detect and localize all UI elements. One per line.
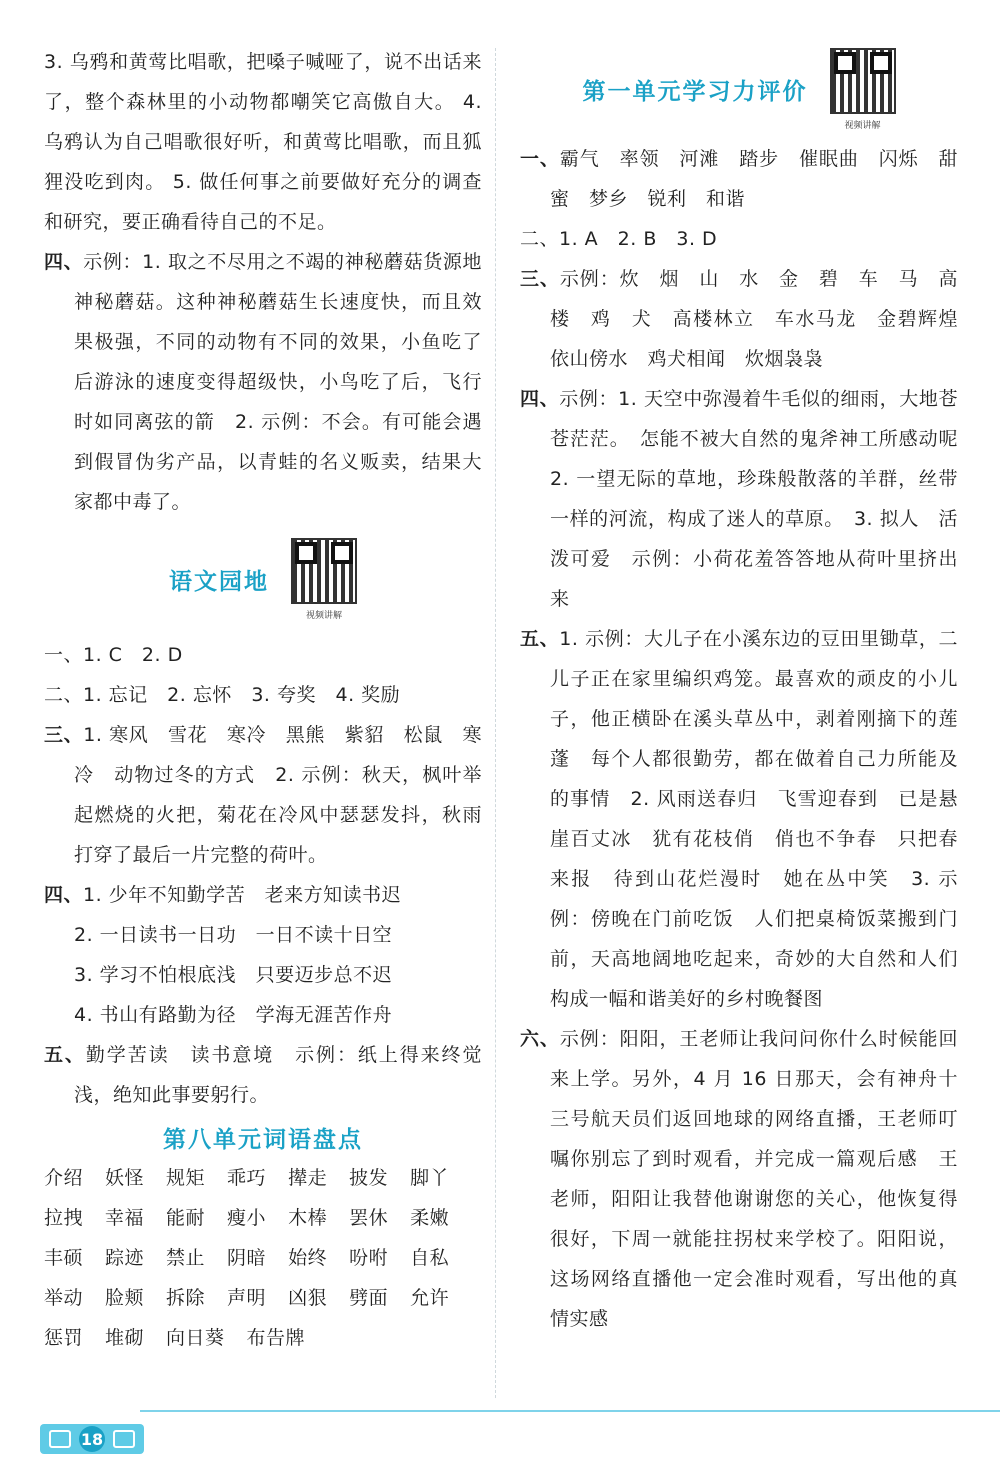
vocab-word: 吩咐 bbox=[349, 1247, 389, 1269]
garden-answer-1: 一、1. C 2. D bbox=[44, 644, 183, 666]
vocab-word: 木棒 bbox=[288, 1207, 328, 1229]
vocab-word: 披发 bbox=[349, 1167, 389, 1189]
poem-line: 3. 学习不怕根底浅 只要迈步总不迟 bbox=[74, 964, 393, 986]
vocab-word: 乖巧 bbox=[227, 1167, 267, 1189]
vocab-word: 幸福 bbox=[105, 1207, 145, 1229]
vocab-heading bbox=[44, 1121, 482, 1154]
section-label: 一、 bbox=[520, 148, 560, 170]
section-text: 霸气 率领 河滩 踏步 催眠曲 闪烁 甜蜜 梦乡 锐利 和谐 bbox=[550, 148, 958, 210]
unit-answer-1 bbox=[520, 139, 958, 219]
vocab-word: 规矩 bbox=[166, 1167, 206, 1189]
vocab-word: 踪迹 bbox=[105, 1247, 145, 1269]
vocab-word: 劈面 bbox=[349, 1287, 389, 1309]
vocab-word: 拉拽 bbox=[44, 1207, 84, 1229]
unit-answer-4 bbox=[520, 379, 978, 619]
vocab-word: 丰硕 bbox=[44, 1247, 84, 1269]
book-icon bbox=[49, 1430, 71, 1448]
qr-label: 视频讲解 bbox=[844, 121, 881, 131]
left-column bbox=[44, 42, 502, 1358]
vocab-word: 堆砌 bbox=[105, 1327, 145, 1349]
right-column bbox=[520, 42, 978, 1339]
garden-answer-4 bbox=[44, 875, 482, 1035]
page-number: 18 bbox=[79, 1426, 105, 1452]
vocab-word: 妖怪 bbox=[105, 1167, 145, 1189]
book-icon bbox=[113, 1430, 135, 1448]
section-label: 四、 bbox=[44, 884, 84, 906]
section-text: 示例：阳阳，王老师让我问问你什么时候能回来上学。另外，4 月 16 日那天，会有神舟十三号航天员们返回地球的网络直播，王老师叮嘱你别忘了到时观看，并完成一篇观后感 王老师，阳阳让我替他谢谢您的关心，他恢复得很好，下周一就能拄拐杖来学校了。阳阳说，这场网络直播他一定会准时观看，写出他的真情实感 bbox=[550, 1028, 958, 1330]
vocab-list bbox=[44, 1158, 482, 1358]
unit-answer-2: 二、1. A 2. B 3. D bbox=[520, 228, 718, 250]
section-text: 勤学苦读 读书意境 示例：纸上得来终觉浅，绝知此事要躬行。 bbox=[74, 1044, 482, 1106]
vocab-word: 脚丫 bbox=[410, 1167, 450, 1189]
qr-code[interactable] bbox=[830, 48, 896, 131]
footer-rule bbox=[140, 1410, 1000, 1412]
garden-heading bbox=[44, 538, 482, 621]
vocab-word: 自私 bbox=[410, 1247, 450, 1269]
section-label: 四、 bbox=[520, 388, 560, 410]
section-text: 示例：炊 烟 山 水 金 碧 车 马 高 楼 鸡 犬 高楼林立 车水马龙 金碧辉煌 依山傍水 鸡犬相闻 炊烟袅袅 bbox=[550, 268, 978, 370]
vocab-word: 始终 bbox=[288, 1247, 328, 1269]
garden-answer-5 bbox=[44, 1035, 482, 1115]
unit-heading bbox=[520, 48, 958, 131]
vocab-word: 阴暗 bbox=[227, 1247, 267, 1269]
vocab-word: 禁止 bbox=[166, 1247, 206, 1269]
section-label: 四、 bbox=[44, 251, 84, 273]
poem-line: 2. 一日读书一日功 一日不读十日空 bbox=[74, 924, 393, 946]
vocab-word: 举动 bbox=[44, 1287, 84, 1309]
vocab-word: 柔嫩 bbox=[410, 1207, 450, 1229]
garden-answer-2: 二、1. 忘记 2. 忘怀 3. 夸奖 4. 奖励 bbox=[44, 684, 401, 706]
section-text: 示例：1. 取之不尽用之不竭的神秘蘑菇货源地 神秘蘑菇。这种神秘蘑菇生长速度快，而且效果极强，不同的动物有不同的效果，小鱼吃了后游泳的速度变得超级快，小鸟吃了后，飞行时如同离弦的箭 2. 示例：不会。有可能会遇到假冒伪劣产品，以青蛙的名义贩卖，结果大家都中毒了。 bbox=[74, 251, 502, 513]
vocab-word: 惩罚 bbox=[44, 1327, 84, 1349]
vocab-word: 罢休 bbox=[349, 1207, 389, 1229]
vocab-word: 介绍 bbox=[44, 1167, 84, 1189]
section-text: 1. 示例：大儿子在小溪东边的豆田里锄草，二儿子正在家里编织鸡笼。最喜欢的顽皮的小儿子，他正横卧在溪头草丛中，剥着刚摘下的莲蓬 每个人都很勤劳，都在做着自己力所能及的事情 2. 风雨送春归 飞雪迎春到 已是悬崖百丈冰 犹有花枝俏 俏也不争春 只把春来报 待到山花烂漫时 她在丛中笑 3. 示例：傍晚在门前吃饭 人们把桌椅饭菜搬到门前，天高地阔地吃起来，奇妙的大自然和人们构成一幅和谐美好的乡村晚餐图 bbox=[550, 628, 958, 1010]
vocab-word: 瘦小 bbox=[227, 1207, 267, 1229]
section-title-unit: 第一单元学习力评价 bbox=[582, 79, 808, 105]
vocab-word: 凶狠 bbox=[288, 1287, 328, 1309]
section-label: 五、 bbox=[520, 628, 560, 650]
unit-answer-5 bbox=[520, 619, 958, 1019]
section-label: 三、 bbox=[44, 724, 84, 746]
section-label: 三、 bbox=[520, 268, 560, 290]
unit-answer-3 bbox=[520, 259, 978, 379]
section-title-garden: 语文园地 bbox=[169, 569, 269, 595]
unit-answer-6 bbox=[520, 1019, 958, 1339]
section-text: 1. 寒风 雪花 寒冷 黑熊 紫貂 松鼠 寒冷 动物过冬的方式 2. 示例：秋天，枫叶举起燃烧的火把，菊花在冷风中瑟瑟发抖，秋雨打穿了最后一片完整的荷叶。 bbox=[74, 724, 482, 866]
vocab-word: 向日葵 bbox=[166, 1327, 225, 1349]
vocab-word: 能耐 bbox=[166, 1207, 206, 1229]
poem-line: 1. 少年不知勤学苦 老来方知读书迟 bbox=[83, 884, 402, 906]
qr-code-icon bbox=[291, 538, 357, 604]
vocab-word: 允许 bbox=[410, 1287, 450, 1309]
section-title-vocab: 第八单元词语盘点 bbox=[163, 1127, 363, 1153]
vocab-word: 脸颊 bbox=[105, 1287, 145, 1309]
qr-code-icon bbox=[830, 48, 896, 114]
vocab-word: 拆除 bbox=[166, 1287, 206, 1309]
qr-code[interactable] bbox=[291, 538, 357, 621]
garden-answer-3 bbox=[44, 715, 482, 875]
page-number-badge bbox=[40, 1424, 144, 1454]
poem-line: 4. 书山有路勤为径 学海无涯苦作舟 bbox=[74, 1004, 393, 1026]
qr-label: 视频讲解 bbox=[305, 611, 342, 621]
section-text: 示例：1. 天空中弥漫着牛毛似的细雨，大地苍苍茫茫。 怎能不被大自然的鬼斧神工所感动呢 2. 一望无际的草地，珍珠般散落的羊群，丝带一样的河流，构成了迷人的草原。 3. 拟人 活泼可爱 示例：小荷花羞答答地从荷叶里挤出来 bbox=[550, 388, 978, 610]
answer-section-4 bbox=[44, 242, 502, 522]
answer-paragraph-top: 3. 乌鸦和黄莺比唱歌，把嗓子喊哑了，说不出话来了，整个森林里的小动物都嘲笑它高傲自大。 4. 乌鸦认为自己唱歌很好听，和黄莺比唱歌，而且狐狸没吃到肉。 5. 做任何事之前要做好充分的调查和研究，要正确看待自己的不足。 bbox=[44, 51, 482, 233]
vocab-word: 声明 bbox=[227, 1287, 267, 1309]
section-label: 五、 bbox=[44, 1044, 86, 1066]
vocab-word: 撵走 bbox=[288, 1167, 328, 1189]
section-label: 六、 bbox=[520, 1028, 560, 1050]
vocab-word: 布告牌 bbox=[246, 1327, 306, 1349]
